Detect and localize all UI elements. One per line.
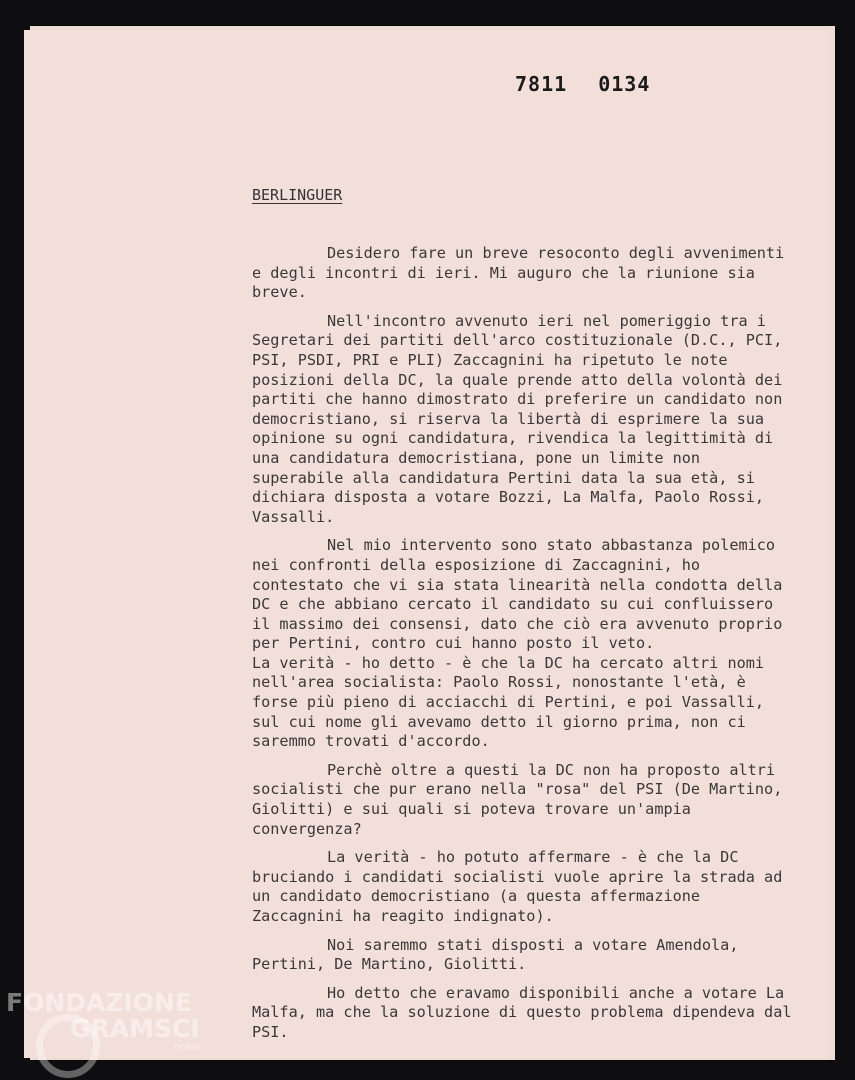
document-body [252,244,792,1052]
paragraph: La verità - ho detto - è che la DC ha cercato altri nomi nell'area socialista: Paolo Rossi, nonostante l'età, è forse più pieno di acciacchi di Pertini, e poi Vassalli, sul cui nome gli avevamo detto il giorno prima, non ci saremmo trovati d'accordo. [252,653,765,751]
watermark-line2: GRAMSCI [70,1014,200,1043]
watermark-line1: FONDAZIONE [6,988,193,1017]
speaker-heading: BERLINGUER [252,186,343,204]
paragraph: Nel mio intervento sono stato abbastanza polemico nei confronti della esposizione di Zaccagnini, ho contestato che vi sia stata linearità nella condotta della DC e che abbiano cercato il candidato su cui confluissero il massimo dei consensi, dato che ciò era avvenuto proprio per Pertini, contro cui hanno posto il veto. [252,536,783,653]
paragraph: Desidero fare un breve resoconto degli avvenimenti e degli incontri di ieri. Mi auguro che la riunione sia breve. [252,244,785,302]
paragraph: Ho detto che eravamo disponibili anche a votare La Malfa, ma che la soluzione di questo problema dipendeva dal PSI. [252,983,792,1041]
archive-reference-number: 7811 0134 [515,72,651,96]
paragraph: Noi saremmo stati disposti a votare Amendola, Pertini, De Martino, Giolitti. [252,935,739,974]
paragraph: La verità - ho potuto affermare - è che la DC bruciando i candidati socialisti vuole aprire la strada ad un candidato democristiano (a questa affermazione Zaccagnini ha reagito indignato). [252,848,783,925]
paragraph: Nell'incontro avvenuto ieri nel pomeriggio tra i Segretari dei partiti dell'arco costituzionale (D.C., PCI, PSI, PSDI, PRI e PLI) Zaccagnini ha ripetuto le note posizioni della DC, la quale prende atto della volontà dei partiti che hanno dimostrato di preferire un candidato non democristiano, si riserva la libertà di esprimere la sua opinione su ogni candidatura, rivendica la legittimità di una candidatura democristiana, pone un limite non superabile alla candidatura Pertini data la sua età, si dichiara disposta a votare Bozzi, La Malfa, Paolo Rossi, Vassalli. [252,311,783,526]
watermark-logo [6,990,201,1054]
paragraph: Perchè oltre a questi la DC non ha proposto altri socialisti che pur erano nella "rosa" del PSI (De Martino, Giolitti) e sui quali si poteva trovare un'ampia convergenza? [252,760,783,838]
watermark-line3: onlus [174,1042,201,1053]
